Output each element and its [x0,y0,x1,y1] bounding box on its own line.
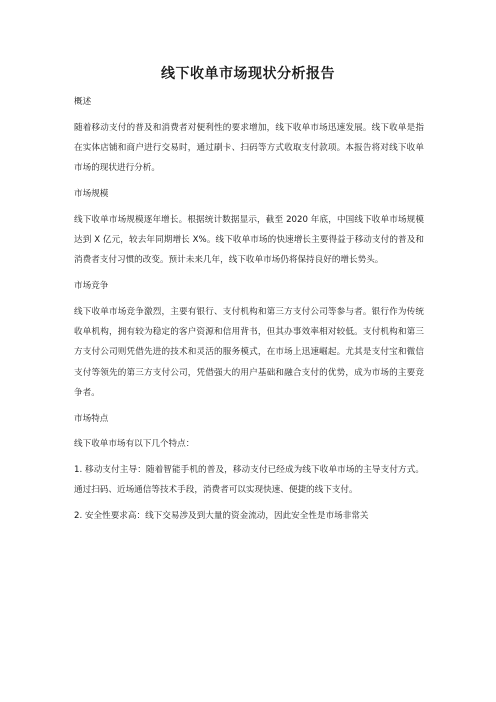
section-paragraph-competition: 线下收单市场竞争激烈，主要有银行、支付机构和第三方支付公司等参与者。银行作为传统收单机构，拥有较为稳定的客户资源和信用背书，但其办事效率相对较低。支付机构和第三方支付公司则凭借先进的技术和灵活的服务模式，在市场上迅速崛起。尤其是支付宝和微信支付等领先的第三方支付公司，凭借强大的用户基础和融合支付的优势，成为市场的主要竞争者。 [74,306,424,398]
section-heading-overview: 概述 [74,97,92,107]
section-heading-market-size: 市场规模 [74,188,109,199]
section-heading-characteristics: 市场特点 [74,413,109,424]
list-item: 2. 安全性要求高：线下交易涉及到大量的资金流动，因此安全性是市场非常关 [74,510,369,521]
document-body [74,92,424,532]
section-paragraph-overview: 随着移动支付的普及和消费者对便利性的要求增加，线下收单市场迅速发展。线下收单是指在实体店铺和商户进行交易时，通过刷卡、扫码等方式收取支付款项。本报告将对线下收单市场的现状进行分析。 [74,122,424,174]
section-paragraph-market-size: 线下收单市场规模逐年增长。根据统计数据显示，截至 2020 年底，中国线下收单市场规模达到 X 亿元，较去年同期增长 X%。线下收单市场的快速增长主要得益于移动支付的普及和消费者支付习惯的改变。预计未来几年，线下收单市场仍将保持良好的增长势头。 [74,214,424,266]
document-title: 线下收单市场现状分析报告 [161,66,335,82]
list-item: 1. 移动支付主导：随着智能手机的普及，移动支付已经成为线下收单市场的主导支付方式。通过扫码、近场通信等技术手段，消费者可以实现快速、便捷的线下支付。 [74,464,424,496]
section-paragraph-characteristics: 线下收单市场有以下几个特点： [74,439,195,450]
section-heading-competition: 市场竞争 [74,280,109,291]
